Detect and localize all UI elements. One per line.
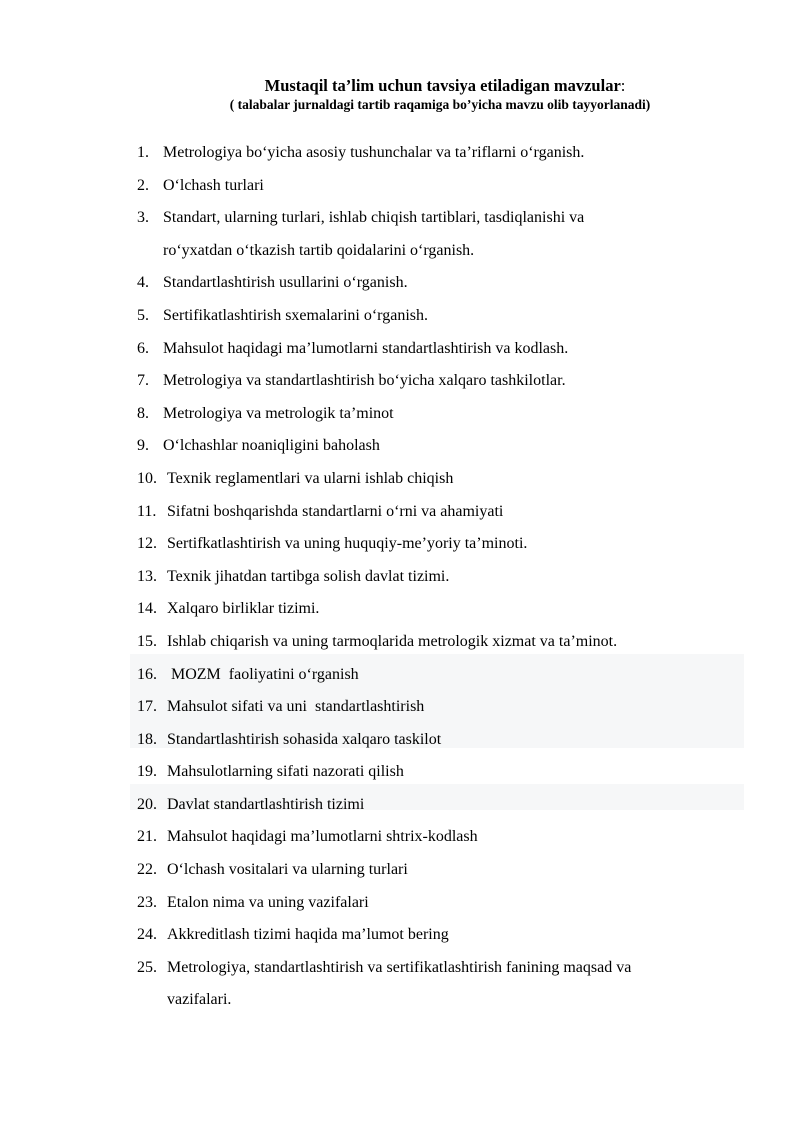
item-text: Xalqaro birliklar tizimi. — [167, 600, 320, 618]
item-text: O‘lchash turlari — [163, 176, 264, 194]
item-text — [167, 952, 631, 1017]
item-number: 24. — [137, 926, 157, 944]
list-item — [137, 821, 737, 854]
list-item — [137, 137, 737, 170]
item-text: O‘lchashlar noaniqligini baholash — [163, 437, 380, 455]
item-text: Metrologiya va standartlashtirish bo‘yicha xalqaro tashkilotlar. — [163, 372, 566, 390]
item-text-line: Standart, ularning turlari, ishlab chiqish tartiblari, tasdiqlanishi va — [163, 209, 585, 227]
item-text: Davlat standartlashtirish tizimi — [167, 795, 365, 813]
list-item — [137, 854, 737, 887]
item-number: 8. — [137, 404, 149, 422]
list-item — [137, 300, 737, 333]
item-text: Ishlab chiqarish va uning tarmoqlarida metrologik xizmat va ta’minot. — [167, 632, 618, 650]
list-item — [137, 202, 737, 267]
item-number: 20. — [137, 795, 157, 813]
list-item — [137, 756, 737, 789]
list-item — [137, 561, 737, 594]
list-item — [137, 365, 737, 398]
item-number: 12. — [137, 535, 157, 553]
list-item — [137, 724, 737, 757]
item-number: 14. — [137, 600, 157, 618]
item-text: Mahsulot haqidagi ma’lumotlarni shtrix-kodlash — [167, 828, 478, 846]
item-number: 1. — [137, 144, 149, 161]
list-item — [137, 919, 737, 952]
item-text: Etalon nima va uning vazifalari — [167, 893, 369, 911]
item-number: 10. — [137, 469, 157, 487]
list-item — [137, 659, 737, 692]
item-text-line: vazifalari. — [167, 991, 232, 1009]
item-text: Sertifkatlashtirish va uning huquqiy-me’yoriy ta’minoti. — [167, 535, 528, 553]
item-number: 15. — [137, 632, 157, 650]
item-text: Sifatni boshqarishda standartlarni o‘rni va ahamiyati — [167, 502, 504, 520]
item-number: 19. — [137, 763, 157, 781]
list-item — [137, 496, 737, 529]
item-number: 7. — [137, 372, 149, 390]
list-item — [137, 887, 737, 920]
item-number: 5. — [137, 306, 149, 324]
item-number: 6. — [137, 339, 149, 357]
item-text — [163, 202, 584, 267]
item-text: Texnik reglamentlari va ularni ishlab chiqish — [167, 469, 454, 487]
item-text: MOZM faoliyatini o‘rganish — [167, 665, 359, 683]
page-title: Mustaqil ta’lim uchun tavsiya etiladigan mavzular: — [264, 76, 626, 95]
item-text: Metrologiya va metrologik ta’minot — [163, 404, 394, 422]
list-item — [137, 463, 737, 496]
item-number: 23. — [137, 893, 157, 911]
item-number: 4. — [137, 274, 149, 292]
item-text: Mahsulot sifati va uni standartlashtirish — [167, 698, 425, 716]
list-item — [137, 333, 737, 366]
item-number: 16. — [137, 665, 157, 683]
topic-list — [137, 137, 737, 1017]
item-number: 21. — [137, 828, 157, 846]
item-text: Sertifikatlashtirish sxemalarini o‘rganish. — [163, 306, 428, 324]
list-item — [137, 430, 737, 463]
list-item — [137, 789, 737, 822]
item-text: Standartlashtirish sohasida xalqaro taskilot — [167, 730, 442, 748]
list-item — [137, 398, 737, 431]
item-text: Texnik jihatdan tartibga solish davlat tizimi. — [167, 567, 450, 585]
header — [0, 76, 800, 114]
item-number: 2. — [137, 176, 149, 194]
item-number: 11. — [137, 502, 157, 520]
list-item — [137, 691, 737, 724]
list-item — [137, 952, 737, 1017]
item-text-line: ro‘yxatdan o‘tkazish tartib qoidalarini o‘rganish. — [163, 241, 475, 259]
list-item — [137, 593, 737, 626]
item-number: 17. — [137, 698, 157, 716]
item-number: 22. — [137, 861, 157, 879]
item-text: Mahsulotlarning sifati nazorati qilish — [167, 763, 404, 781]
item-text: Akkreditlash tizimi haqida ma’lumot bering — [167, 926, 449, 944]
item-text: Standartlashtirish usullarini o‘rganish. — [163, 274, 408, 292]
page-subtitle: ( talabalar jurnaldagi tartib raqamiga bo’yicha mavzu olib tayyorlanadi) — [229, 97, 651, 112]
item-text-line: Metrologiya, standartlashtirish va sertifikatlashtirish fanining maqsad va — [167, 958, 632, 976]
item-text: Metrologiya bo‘yicha asosiy tushunchalar va ta’riflarni o‘rganish. — [163, 144, 585, 161]
item-text: O‘lchash vositalari va ularning turlari — [167, 861, 408, 879]
item-number: 3. — [137, 209, 149, 227]
list-item — [137, 528, 737, 561]
item-text: Mahsulot haqidagi ma’lumotlarni standartlashtirish va kodlash. — [163, 339, 569, 357]
item-number: 25. — [137, 958, 157, 976]
list-item — [137, 267, 737, 300]
item-number: 9. — [137, 437, 149, 455]
item-number: 13. — [137, 567, 157, 585]
list-item — [137, 170, 737, 203]
list-item — [137, 626, 737, 659]
item-number: 18. — [137, 730, 157, 748]
